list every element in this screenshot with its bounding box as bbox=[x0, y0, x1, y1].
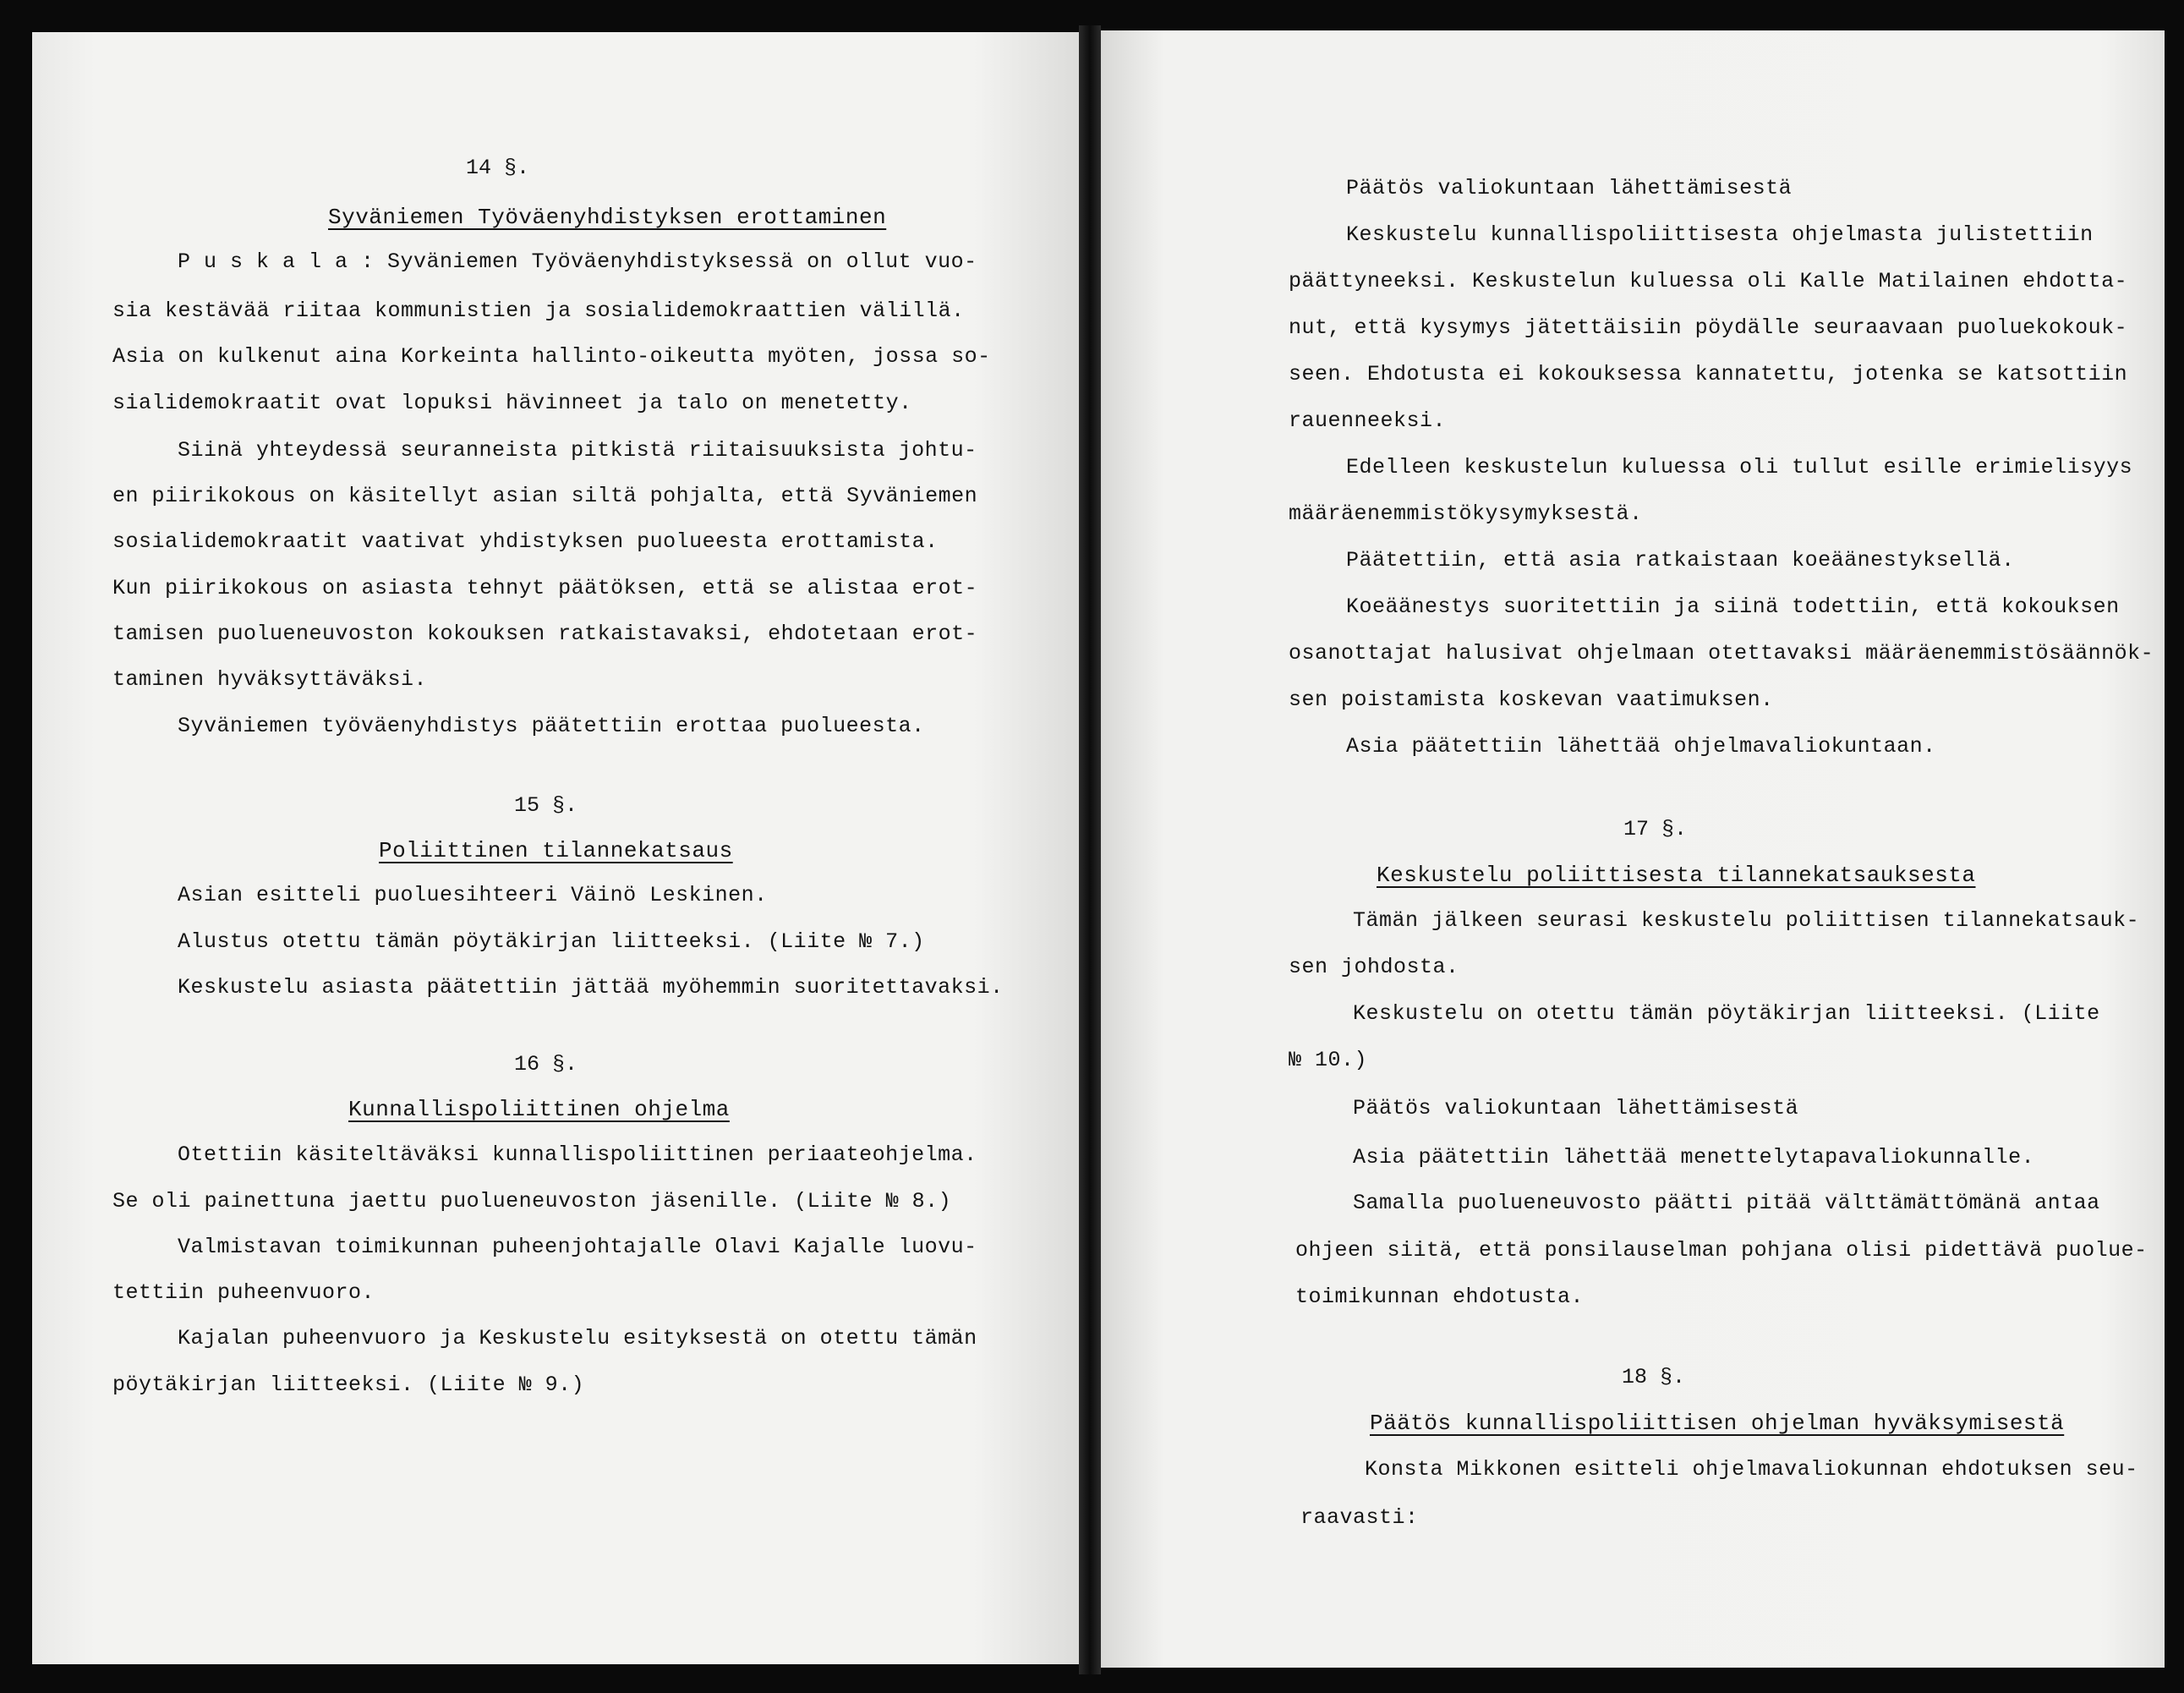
text-line: Syväniemen työväenyhdistys päätettiin erottaa puolueesta. bbox=[178, 714, 925, 738]
text-line: Päätös valiokuntaan lähettämisestä bbox=[1346, 176, 1793, 200]
text-line: ohjeen siitä, että ponsilauselman pohjana olisi pidettävä puolue- bbox=[1295, 1238, 2148, 1263]
left-page bbox=[32, 32, 1079, 1664]
text-line: Koeäänestys suoritettiin ja siinä todettiin, että kokouksen bbox=[1346, 594, 2120, 619]
section-title: Päätös kunnallispoliittisen ohjelman hyväksymisestä bbox=[1370, 1411, 2065, 1436]
text-line: raavasti: bbox=[1300, 1505, 1419, 1530]
text-line: sia kestävää riitaa kommunistien ja sosialidemokraattien välillä. bbox=[112, 299, 965, 323]
text-line: Asian esitteli puoluesihteeri Väinö Leskinen. bbox=[178, 883, 768, 907]
text-line: tettiin puheenvuoro. bbox=[112, 1280, 375, 1305]
section-number: 15 §. bbox=[514, 793, 578, 818]
text-line: Päätös valiokuntaan lähettämisestä bbox=[1353, 1096, 1799, 1120]
section-title: Keskustelu poliittisesta tilannekatsauksesta bbox=[1377, 863, 1976, 888]
text-line: sosialidemokraatit vaativat yhdistyksen puolueesta erottamista. bbox=[112, 529, 939, 554]
text-line: Asia päätettiin lähettää menettelytapavaliokunnalle. bbox=[1353, 1145, 2035, 1170]
text-line: Edelleen keskustelun kuluessa oli tullut esille erimielisyys bbox=[1346, 455, 2133, 479]
text-line: Keskustelu asiasta päätettiin jättää myöhemmin suoritettavaksi. bbox=[178, 975, 1004, 1000]
text-line: en piirikokous on käsitellyt asian siltä pohjalta, että Syväniemen bbox=[112, 484, 978, 508]
text-line: Keskustelu on otettu tämän pöytäkirjan liitteeksi. (Liite bbox=[1353, 1001, 2100, 1026]
text-line: taminen hyväksyttäväksi. bbox=[112, 667, 428, 692]
text-line: seen. Ehdotusta ei kokouksessa kannatettu, jotenka se katsottiin bbox=[1289, 362, 2128, 386]
text-line: Kajalan puheenvuoro ja Keskustelu esityksestä on otettu tämän bbox=[178, 1326, 977, 1351]
text-line: № 10.) bbox=[1289, 1048, 1368, 1072]
book-gutter bbox=[1079, 25, 1101, 1674]
right-page bbox=[1101, 30, 2165, 1668]
text-line: Keskustelu kunnallispoliittisesta ohjelmasta julistettiin bbox=[1346, 222, 2094, 247]
text-line: osanottajat halusivat ohjelmaan otettavaksi määräenemmistösäännök- bbox=[1289, 641, 2154, 666]
text-line: määräenemmistökysymyksestä. bbox=[1289, 501, 1643, 526]
text-line: Samalla puolueneuvosto päätti pitää välttämättömänä antaa bbox=[1353, 1191, 2100, 1215]
section-title: Poliittinen tilannekatsaus bbox=[379, 838, 733, 863]
section-number: 17 §. bbox=[1623, 817, 1688, 841]
text-line: Se oli painettuna jaettu puolueneuvoston jäsenille. (Liite № 8.) bbox=[112, 1189, 952, 1214]
text-line: rauenneeksi. bbox=[1289, 408, 1447, 433]
section-title: Syväniemen Työväenyhdistyksen erottaminen bbox=[328, 205, 887, 230]
text-line: päättyneeksi. Keskustelun kuluessa oli Kalle Matilainen ehdotta- bbox=[1289, 269, 2128, 293]
section-title: Kunnallispoliittinen ohjelma bbox=[348, 1097, 730, 1122]
text-line: Päätettiin, että asia ratkaistaan koeäänestyksellä. bbox=[1346, 548, 2015, 573]
text-line: pöytäkirjan liitteeksi. (Liite № 9.) bbox=[112, 1372, 585, 1397]
text-line: tamisen puolueneuvoston kokouksen ratkaistavaksi, ehdotetaan erot- bbox=[112, 622, 978, 646]
text-line: nut, että kysymys jätettäisiin pöydälle seuraavaan puoluekokouk- bbox=[1289, 315, 2128, 340]
section-number: 16 §. bbox=[514, 1052, 578, 1077]
text-line: sen poistamista koskevan vaatimuksen. bbox=[1289, 688, 1774, 712]
text-line: sen johdosta. bbox=[1289, 955, 1459, 979]
text-line: toimikunnan ehdotusta. bbox=[1295, 1285, 1585, 1309]
text-line: P u s k a l a : Syväniemen Työväenyhdistyksessä on ollut vuo- bbox=[178, 249, 977, 274]
text-line: Konsta Mikkonen esitteli ohjelmavaliokunnan ehdotuksen seu- bbox=[1365, 1457, 2138, 1482]
text-line: sialidemokraatit ovat lopuksi hävinneet ja talo on menetetty. bbox=[112, 391, 912, 415]
text-line: Alustus otettu tämän pöytäkirjan liitteeksi. (Liite № 7.) bbox=[178, 929, 925, 954]
text-line: Asia päätettiin lähettää ohjelmavaliokuntaan. bbox=[1346, 734, 1936, 759]
text-line: Tämän jälkeen seurasi keskustelu poliittisen tilannekatsauk- bbox=[1353, 908, 2140, 933]
text-line: Siinä yhteydessä seuranneista pitkistä riitaisuuksista johtu- bbox=[178, 438, 977, 463]
text-line: Kun piirikokous on asiasta tehnyt päätöksen, että se alistaa erot- bbox=[112, 576, 978, 600]
text-line: Asia on kulkenut aina Korkeinta hallinto-oikeutta myöten, jossa so- bbox=[112, 344, 991, 369]
section-number: 14 §. bbox=[466, 156, 530, 180]
section-number: 18 §. bbox=[1622, 1365, 1686, 1389]
text-line: Otettiin käsiteltäväksi kunnallispoliittinen periaateohjelma. bbox=[178, 1142, 977, 1167]
text-line: Valmistavan toimikunnan puheenjohtajalle Olavi Kajalle luovu- bbox=[178, 1235, 977, 1259]
